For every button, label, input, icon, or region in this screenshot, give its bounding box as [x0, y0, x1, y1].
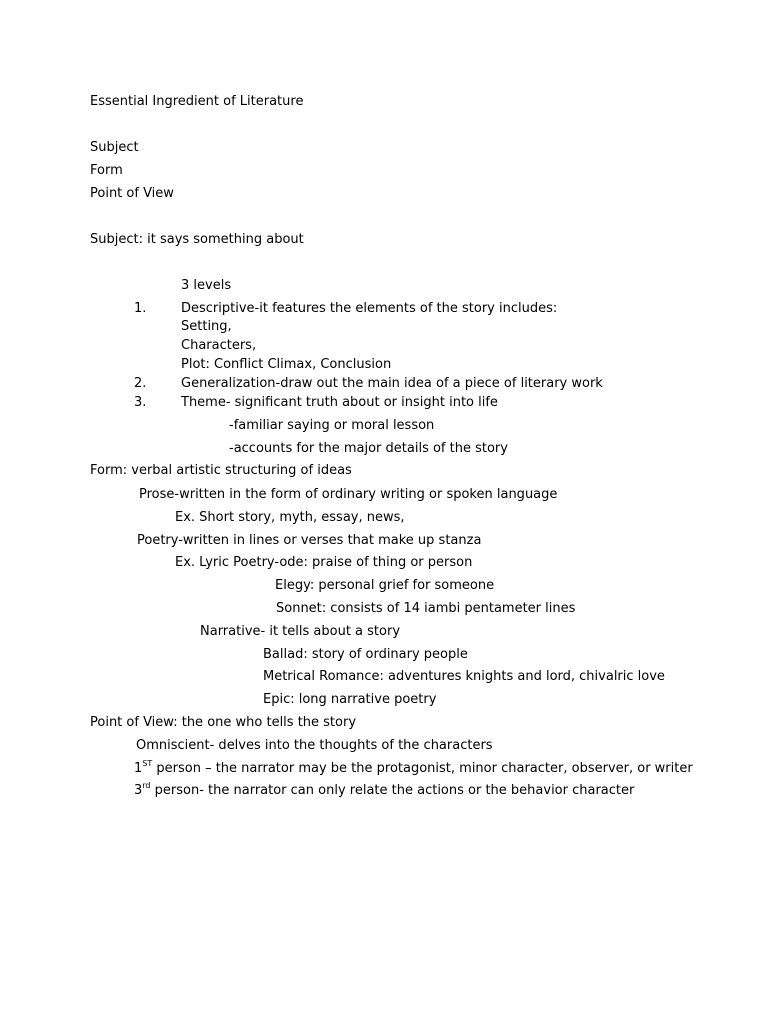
pov-heading: Point of View: the one who tells the story	[90, 715, 357, 730]
pov-first-superscript: ST	[142, 759, 153, 768]
form-narrative: Narrative- it tells about a story	[200, 624, 401, 639]
pov-third-text: person- the narrator can only relate the actions or the behavior character	[150, 783, 635, 798]
pov-omniscient: Omniscient- delves into the thoughts of the characters	[136, 738, 493, 753]
level-3-sub-saying: -familiar saying or moral lesson	[229, 418, 435, 433]
intro-point-of-view: Point of View	[90, 186, 174, 201]
form-prose: Prose-written in the form of ordinary writing or spoken language	[139, 487, 558, 502]
level-number-3: 3.	[134, 395, 147, 410]
form-ballad: Ballad: story of ordinary people	[263, 647, 468, 662]
pov-third-person	[134, 783, 634, 799]
subject-heading: Subject: it says something about	[90, 232, 304, 247]
pov-third-superscript: rd	[142, 781, 151, 790]
level-1-sub-setting: Setting,	[181, 319, 232, 334]
pov-first-person	[134, 761, 693, 777]
levels-label: 3 levels	[181, 278, 232, 293]
level-text-3: Theme- significant truth about or insight into life	[181, 395, 498, 410]
form-poetry: Poetry-written in lines or verses that make up stanza	[137, 533, 482, 548]
pov-third-number: 3	[134, 783, 143, 798]
form-epic: Epic: long narrative poetry	[263, 692, 437, 707]
pov-first-text: person – the narrator may be the protagonist, minor character, observer, or writer	[152, 761, 693, 776]
level-1-sub-characters: Characters,	[181, 338, 257, 353]
level-1-sub-plot: Plot: Conflict Climax, Conclusion	[181, 357, 392, 372]
level-3-sub-details: -accounts for the major details of the story	[229, 441, 508, 456]
level-text-2: Generalization-draw out the main idea of a piece of literary work	[181, 376, 603, 391]
form-heading: Form: verbal artistic structuring of ideas	[90, 463, 352, 478]
intro-form: Form	[90, 163, 123, 178]
level-number-2: 2.	[134, 376, 147, 391]
intro-subject: Subject	[90, 140, 139, 155]
form-sonnet: Sonnet: consists of 14 iambi pentameter lines	[276, 601, 576, 616]
document-title: Essential Ingredient of Literature	[90, 94, 304, 109]
form-prose-example: Ex. Short story, myth, essay, news,	[175, 510, 405, 525]
level-number-1: 1.	[134, 301, 147, 316]
pov-first-number: 1	[134, 761, 143, 776]
form-elegy: Elegy: personal grief for someone	[275, 578, 495, 593]
form-metrical-romance: Metrical Romance: adventures knights and lord, chivalric love	[263, 669, 665, 684]
level-text-1: Descriptive-it features the elements of the story includes:	[181, 301, 558, 316]
form-lyric: Ex. Lyric Poetry-ode: praise of thing or person	[175, 555, 473, 570]
